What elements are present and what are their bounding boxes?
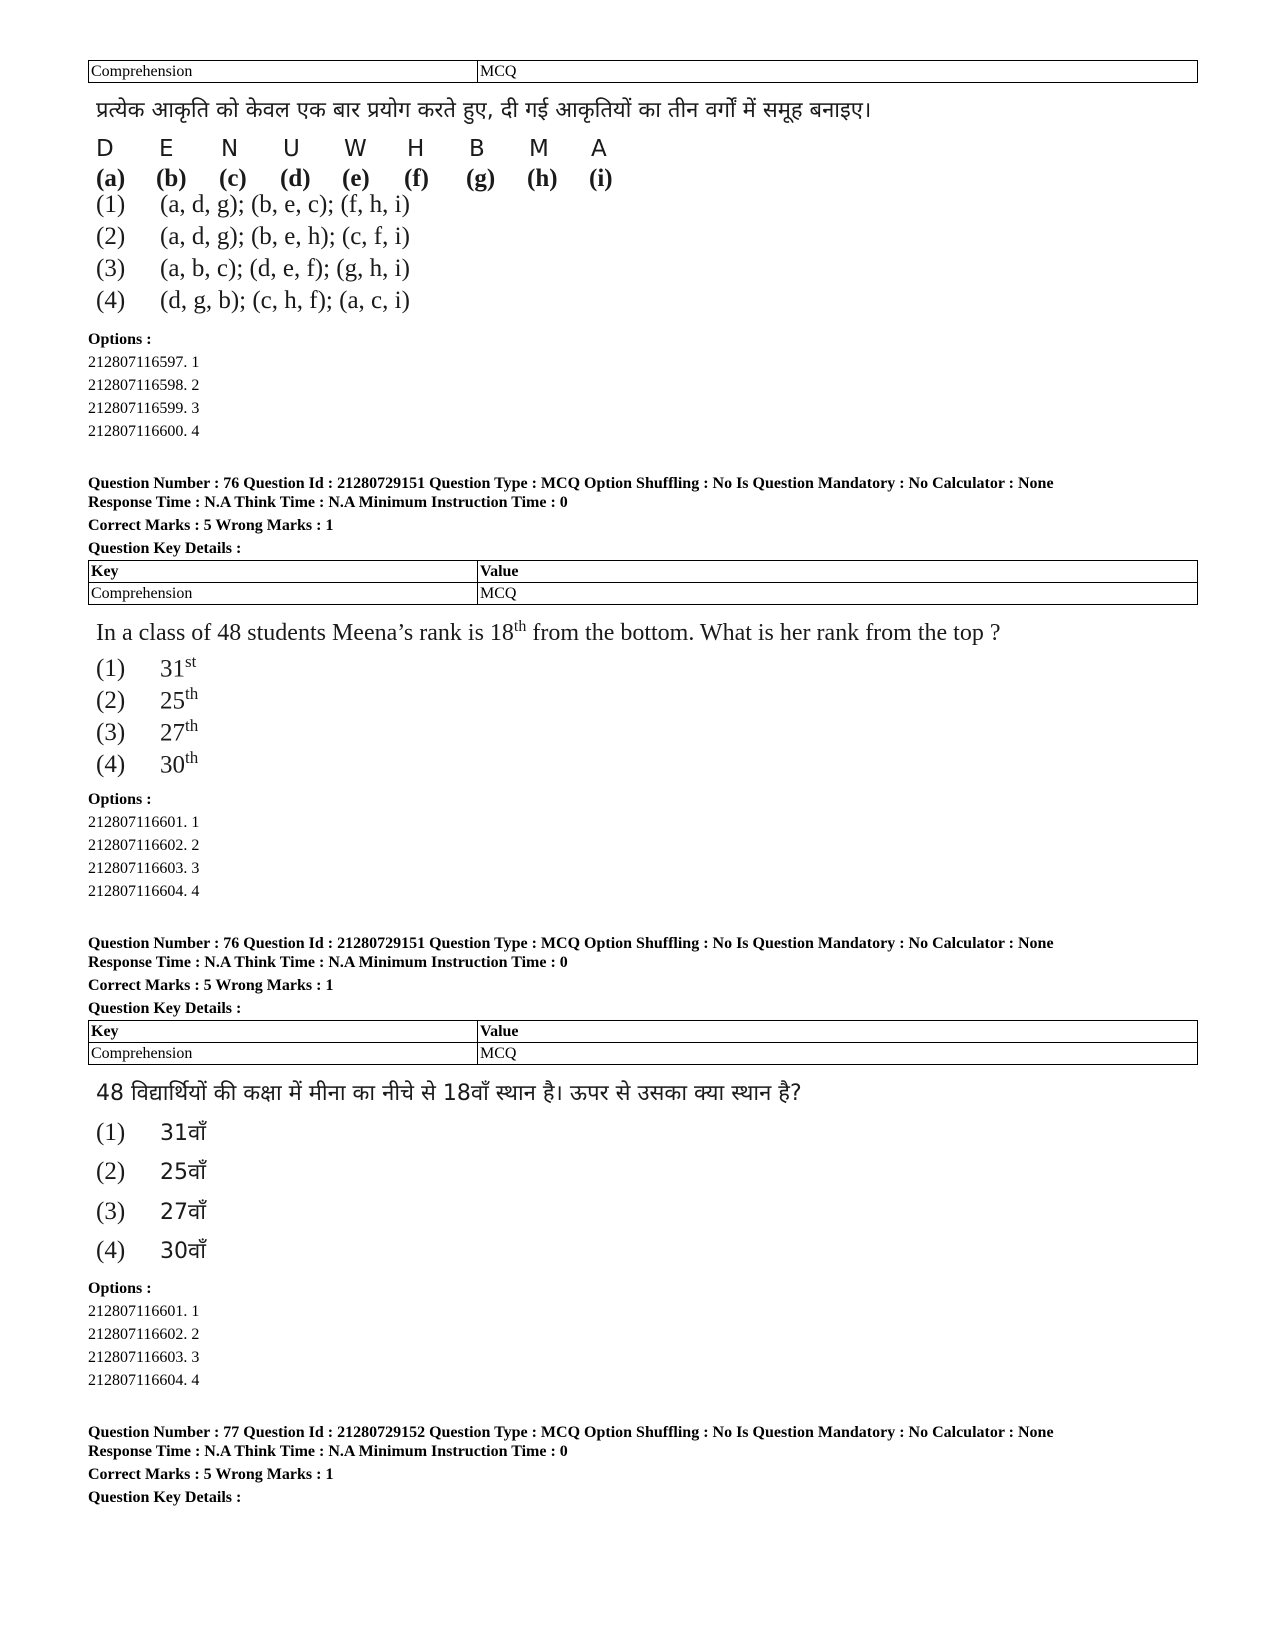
key-value-table (88, 560, 1198, 605)
figure-letter: A (591, 136, 607, 162)
key-cell: Comprehension (89, 583, 478, 605)
table-row (89, 61, 1198, 83)
marks-line: Correct Marks : 5 Wrong Marks : 1 (88, 517, 334, 534)
answer-choice (96, 191, 410, 219)
option-id: 212807116599. 3 (88, 400, 200, 417)
table-header-row (89, 561, 1198, 583)
figure-label: (c) (219, 165, 247, 192)
answer-choice (96, 255, 410, 283)
key-value-table (88, 1020, 1198, 1065)
choice-number: (4) (96, 751, 126, 779)
choice-text: (a, d, g); (b, e, c); (f, h, i) (160, 191, 410, 218)
key-header: Key (89, 1021, 478, 1043)
question-header-timing: Response Time : N.A Think Time : N.A Minimum Instruction Time : 0 (88, 494, 568, 511)
question-header: Question Number : 76 Question Id : 21280729151 Question Type : MCQ Option Shuffling : No Is Question Mandatory : No Calculator : None (88, 475, 1054, 492)
key-value-table (88, 60, 1198, 83)
key-cell: Comprehension (89, 61, 478, 83)
answer-choice (96, 1235, 206, 1265)
question-text (96, 618, 1000, 647)
figure-label: (g) (466, 165, 496, 192)
marks-line: Correct Marks : 5 Wrong Marks : 1 (88, 977, 334, 994)
choice-number: (1) (96, 1119, 126, 1146)
option-id: 212807116601. 1 (88, 814, 200, 831)
figure-letter: W (344, 136, 367, 162)
option-id: 212807116603. 3 (88, 860, 200, 877)
figure-label: (b) (156, 165, 187, 192)
choice-number: (1) (96, 191, 126, 218)
choice-number: (3) (96, 1198, 126, 1225)
figure-label: (h) (527, 165, 558, 192)
value-cell: MCQ (478, 583, 1198, 605)
key-cell: Comprehension (89, 1043, 478, 1065)
choice-value: 25 (160, 687, 185, 715)
choice-number: (2) (96, 223, 126, 250)
marks-line: Correct Marks : 5 Wrong Marks : 1 (88, 1466, 334, 1483)
option-id: 212807116602. 2 (88, 837, 200, 854)
answer-choice (96, 652, 196, 683)
choice-text: (d, g, b); (c, h, f); (a, c, i) (160, 287, 410, 314)
key-header: Key (89, 561, 478, 583)
answer-choice (96, 1117, 206, 1147)
choice-value: 31 (160, 655, 185, 683)
choice-value: 30 (160, 751, 185, 779)
question-text-part: In a class of 48 students Meena’s rank is 18 (96, 620, 514, 646)
answer-choice (96, 1156, 206, 1186)
question-text-part: from the bottom. What is her rank from the top ? (526, 620, 1001, 646)
option-id: 212807116604. 4 (88, 883, 200, 900)
answer-choice (96, 287, 410, 315)
table-row (89, 583, 1198, 605)
answer-choice (96, 223, 410, 251)
figure-label: (e) (342, 165, 370, 192)
value-header: Value (478, 1021, 1198, 1043)
choice-text: 31वाँ (160, 1121, 206, 1146)
option-id: 212807116598. 2 (88, 377, 200, 394)
option-id: 212807116600. 4 (88, 423, 200, 440)
choice-text: (a, d, g); (b, e, h); (c, f, i) (160, 223, 410, 250)
value-cell: MCQ (478, 61, 1198, 83)
choice-ordinal: th (185, 684, 199, 703)
choice-number: (3) (96, 719, 126, 747)
choice-number: (2) (96, 687, 126, 715)
figure-letter: N (221, 136, 239, 162)
key-details-label: Question Key Details : (88, 1489, 242, 1506)
choice-number: (4) (96, 1237, 126, 1264)
question-superscript: th (513, 618, 527, 635)
options-label: Options : (88, 791, 152, 808)
question-header-timing: Response Time : N.A Think Time : N.A Minimum Instruction Time : 0 (88, 1443, 568, 1460)
question-text-hindi: 48 विद्यार्थियों की कक्षा में मीना का नीचे से 18वाँ स्थान है। ऊपर से उसका क्या स्थान है? (96, 1081, 802, 1106)
figure-letter: B (469, 136, 485, 162)
key-details-label: Question Key Details : (88, 540, 242, 557)
options-label: Options : (88, 1280, 152, 1297)
options-label: Options : (88, 331, 152, 348)
choice-ordinal: th (185, 716, 199, 735)
option-id: 212807116601. 1 (88, 1303, 200, 1320)
choice-text: 27वाँ (160, 1200, 206, 1225)
answer-choice (96, 684, 198, 715)
choice-number: (3) (96, 255, 126, 282)
answer-choice (96, 716, 198, 747)
figure-letter: E (159, 136, 174, 162)
choice-value: 27 (160, 719, 185, 747)
choice-text: 30वाँ (160, 1239, 206, 1264)
option-id: 212807116597. 1 (88, 354, 200, 371)
option-id: 212807116603. 3 (88, 1349, 200, 1366)
answer-choice (96, 748, 198, 779)
table-row (89, 1043, 1198, 1065)
choice-text: 25वाँ (160, 1160, 206, 1185)
question-text-hindi: प्रत्येक आकृति को केवल एक बार प्रयोग करते हुए, दी गई आकृतियों का तीन वर्गों में समूह बनाइए। (96, 98, 872, 123)
table-header-row (89, 1021, 1198, 1043)
figure-letter: U (283, 136, 300, 162)
value-cell: MCQ (478, 1043, 1198, 1065)
figure-letter: M (529, 136, 549, 162)
answer-choice (96, 1196, 206, 1226)
value-header: Value (478, 561, 1198, 583)
choice-text: (a, b, c); (d, e, f); (g, h, i) (160, 255, 410, 282)
figure-label: (a) (96, 165, 126, 192)
figure-label: (f) (404, 165, 429, 192)
figure-letter: H (407, 136, 425, 162)
option-id: 212807116602. 2 (88, 1326, 200, 1343)
choice-number: (1) (96, 655, 126, 683)
choice-ordinal: th (185, 748, 199, 767)
figure-letter: D (96, 136, 114, 162)
key-details-label: Question Key Details : (88, 1000, 242, 1017)
figure-label: (i) (589, 165, 613, 192)
choice-ordinal: st (185, 652, 197, 671)
question-header: Question Number : 76 Question Id : 21280729151 Question Type : MCQ Option Shuffling : No Is Question Mandatory : No Calculator : None (88, 935, 1054, 952)
figure-label: (d) (280, 165, 311, 192)
option-id: 212807116604. 4 (88, 1372, 200, 1389)
choice-number: (4) (96, 287, 126, 314)
question-header: Question Number : 77 Question Id : 21280729152 Question Type : MCQ Option Shuffling : No Is Question Mandatory : No Calculator : None (88, 1424, 1054, 1441)
choice-number: (2) (96, 1158, 126, 1185)
question-header-timing: Response Time : N.A Think Time : N.A Minimum Instruction Time : 0 (88, 954, 568, 971)
